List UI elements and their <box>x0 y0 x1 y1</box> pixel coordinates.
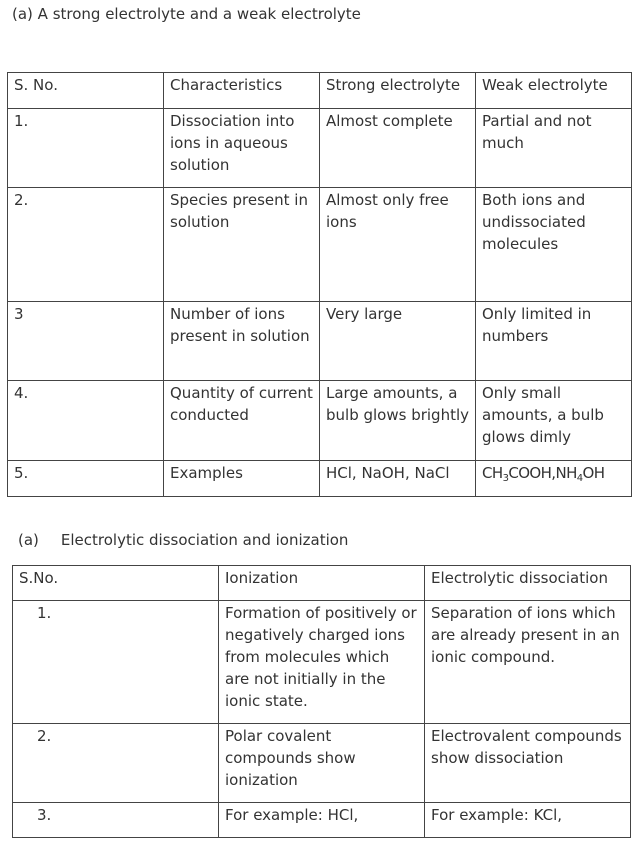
formula-part: OH <box>582 464 605 482</box>
table-header-row <box>8 73 632 109</box>
row-ionization: Polar covalent compounds show ionization <box>219 724 425 803</box>
row-weak: Both ions and undissociated molecules <box>476 188 632 302</box>
ionization-comparison-table <box>12 565 631 838</box>
row-ionization: For example: HCl, <box>219 803 425 838</box>
row-characteristic: Examples <box>164 461 320 497</box>
row-characteristic: Species present in solution <box>164 188 320 302</box>
row-number: 1. <box>8 109 164 188</box>
table-row <box>13 724 631 803</box>
row-weak: Only limited in numbers <box>476 302 632 381</box>
header-ionization: Ionization <box>219 566 425 601</box>
row-strong: Very large <box>320 302 476 381</box>
table-row <box>8 461 632 497</box>
header-sno: S. No. <box>8 73 164 109</box>
table-row <box>13 601 631 724</box>
table-row <box>8 188 632 302</box>
section2-heading <box>18 531 348 549</box>
row-number: 3 <box>8 302 164 381</box>
electrolyte-comparison-table <box>7 72 632 497</box>
row-dissociation: Separation of ions which are already present in an ionic compound. <box>425 601 631 724</box>
header-sno: S.No. <box>13 566 219 601</box>
row-number: 1. <box>13 601 219 724</box>
row-strong: Almost complete <box>320 109 476 188</box>
row-strong: Large amounts, a bulb glows brightly <box>320 381 476 461</box>
formula-part: COOH,NH <box>508 464 577 482</box>
row-weak: Partial and not much <box>476 109 632 188</box>
formula-part: CH <box>482 464 503 482</box>
row-weak: Only small amounts, a bulb glows dimly <box>476 381 632 461</box>
section2-label: (a) <box>18 531 39 549</box>
row-characteristic: Number of ions present in solution <box>164 302 320 381</box>
row-number: 5. <box>8 461 164 497</box>
formula-subscript: 3 <box>502 473 509 484</box>
row-ionization: Formation of positively or negatively charged ions from molecules which are not initially in the ionic state. <box>219 601 425 724</box>
table-row <box>8 109 632 188</box>
row-number: 3. <box>13 803 219 838</box>
formula-subscript: 4 <box>576 473 583 484</box>
section1-title: (a) A strong electrolyte and a weak electrolyte <box>12 5 361 23</box>
row-number: 2. <box>13 724 219 803</box>
header-characteristics: Characteristics <box>164 73 320 109</box>
row-characteristic: Quantity of current conducted <box>164 381 320 461</box>
header-strong: Strong electrolyte <box>320 73 476 109</box>
section2-title: Electrolytic dissociation and ionization <box>60 531 349 549</box>
row-number: 2. <box>8 188 164 302</box>
row-dissociation: Electrovalent compounds show dissociation <box>425 724 631 803</box>
row-dissociation: For example: KCl, <box>425 803 631 838</box>
table-row <box>8 381 632 461</box>
header-dissociation: Electrolytic dissociation <box>425 566 631 601</box>
row-strong: Almost only free ions <box>320 188 476 302</box>
table-row <box>8 302 632 381</box>
header-weak: Weak electrolyte <box>476 73 632 109</box>
row-number: 4. <box>8 381 164 461</box>
row-characteristic: Dissociation into ions in aqueous solution <box>164 109 320 188</box>
row-weak-examples <box>476 461 632 497</box>
row-strong: HCl, NaOH, NaCl <box>320 461 476 497</box>
table-row <box>13 803 631 838</box>
table-header-row <box>13 566 631 601</box>
